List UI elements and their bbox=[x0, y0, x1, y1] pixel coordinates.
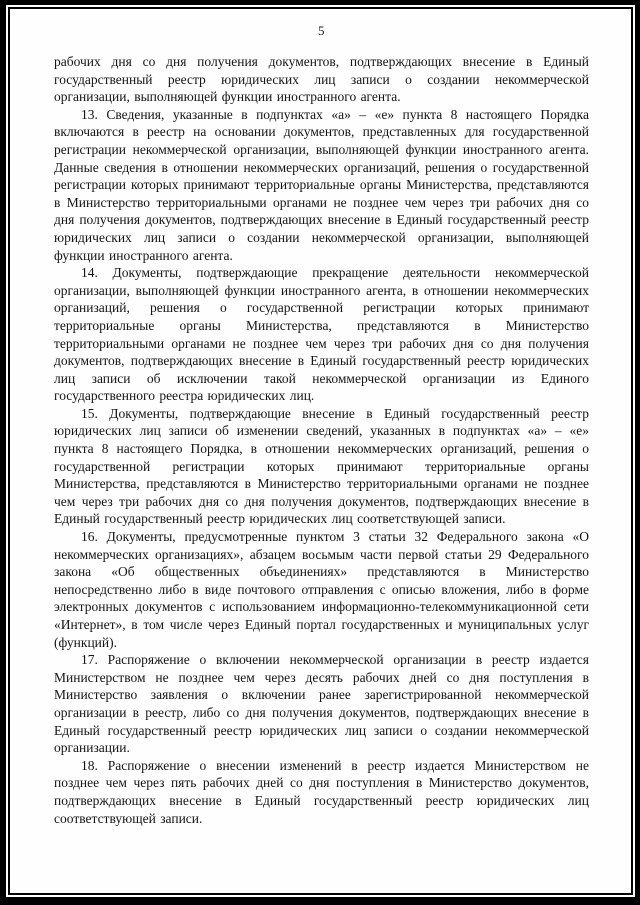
paragraph: рабочих дня со дня получения документов, подтверждающих внесение в Единый государственный реестр юридических лиц записи о создании некоммерческой организации, выполняющей функции иностранного агента. bbox=[54, 54, 589, 105]
paragraph: 16. Документы, предусмотренные пунктом 3 статьи 32 Федерального закона «О некоммерческих организациях», абзацем восьмым части первой статьи 29 Федерального закона «Об общественных объединениях» представляются в Министерство непосредственно либо в виде почтового отправления с описью вложения, либо в форме электронных документов с использованием информационно-телекоммуникационной сети «Интернет», в том числе через Единый портал государственных и муниципальных услуг (функций). bbox=[54, 529, 589, 650]
paragraph: 14. Документы, подтверждающие прекращение деятельности некоммерческой организации, выполняющей функции иностранного агента, в отношении некоммерческих организаций, решения о государственной регистрации которых принимают территориальные органы Министерства, представляются в Министерство территориальными органами не позднее чем через три рабочих дня со дня получения документов, подтверждающих внесение в Единый государственный реестр юридических лиц записи об исключении такой некоммерческой организации из Единого государственного реестра юридических лиц. bbox=[54, 265, 589, 404]
page-inner-frame bbox=[8, 7, 633, 895]
paragraph: 13. Сведения, указанные в подпунктах «а» – «е» пункта 8 настоящего Порядка включаются в реестр на основании документов, представленных для государственной регистрации некоммерческой организации, выполняющей функции иностранного агента. Данные сведения в отношении некоммерческих организаций, решения о государственной регистрации которых принимают территориальные органы Министерства, представляются в Министерство территориальными органами не позднее чем через три рабочих дня со дня получения документов, подтверждающих внесение в Единый государственный реестр юридических лиц записи о создании некоммерческой организации, выполняющей функции иностранного агента. bbox=[54, 106, 589, 263]
page-number: 5 bbox=[318, 23, 325, 38]
paragraph: 18. Распоряжение о внесении изменений в реестр издается Министерством не позднее чем через пять рабочих дней со дня поступления в Министерство документов, подтверждающих внесение в Единый государственный реестр юридических лиц соответствующей записи. bbox=[54, 757, 589, 826]
paragraph: 17. Распоряжение о включении некоммерческой организации в реестр издается Министерством не позднее чем через десять рабочих дней со дня поступления в Министерство заявления о включении ранее зарегистрированной некоммерческой организации в реестр, либо со дня получения документов, подтверждающих внесение в Единый государственный реестр юридических лиц записи о создании некоммерческой организации. bbox=[54, 652, 589, 756]
paragraph: 15. Документы, подтверждающие внесение в Единый государственный реестр юридических лиц записи об изменении сведений, указанных в подпунктах «а» – «е» пункта 8 настоящего Порядка, в отношении некоммерческих организаций, решения о государственной регистрации которых принимают территориальные органы Министерства, представляются в Министерство территориальными органами не позднее чем через три рабочих дня со дня получения документов, подтверждающих внесение в Единый государственный реестр юридических лиц соответствующей записи. bbox=[54, 405, 589, 527]
document-body bbox=[54, 53, 589, 827]
page-edge-gap bbox=[6, 5, 635, 897]
